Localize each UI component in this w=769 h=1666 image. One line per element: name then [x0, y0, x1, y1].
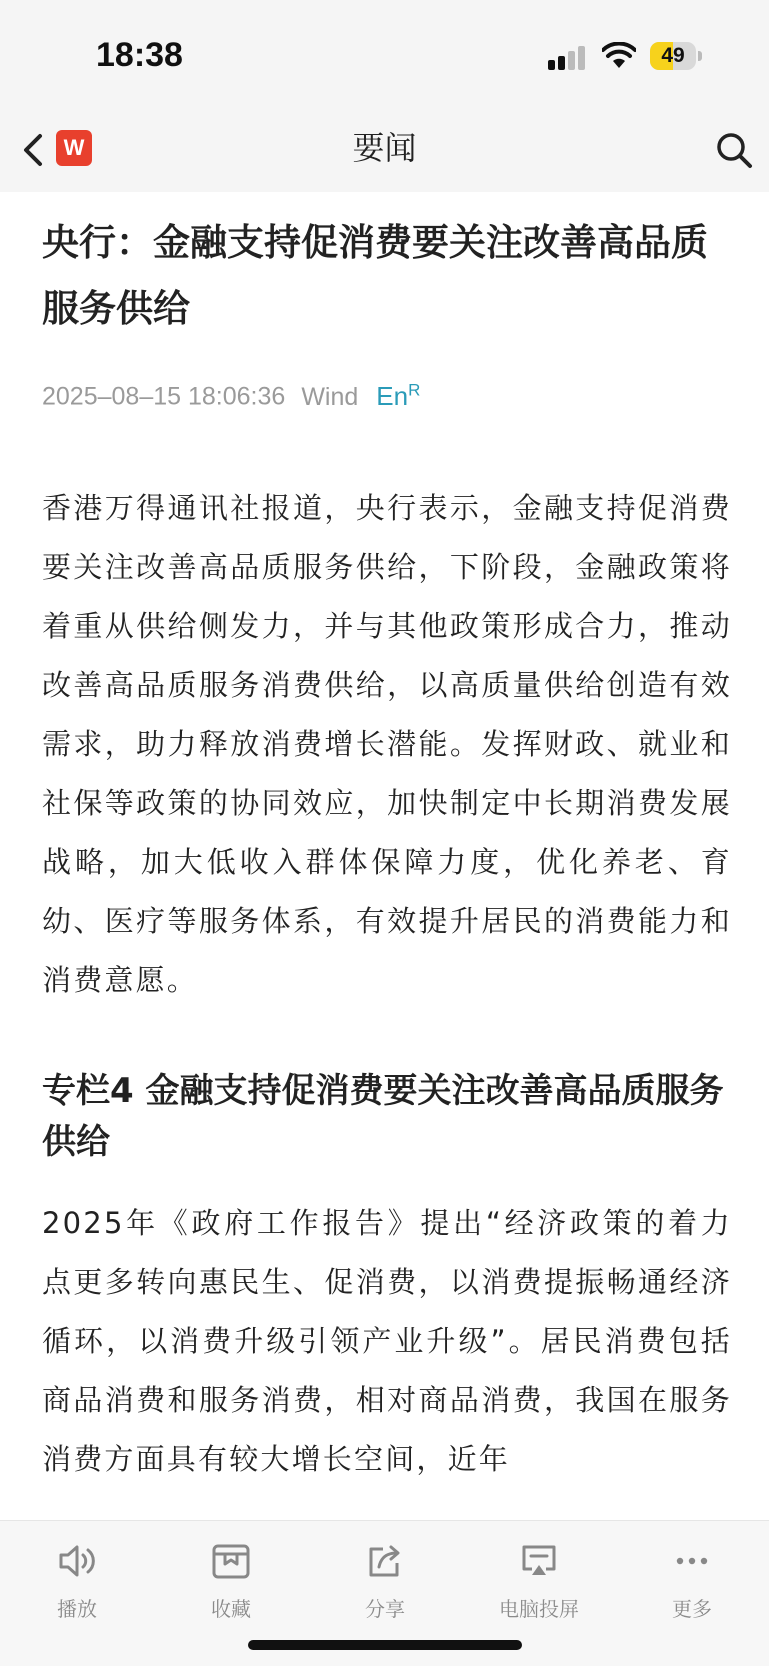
en-badge-text: En — [376, 380, 409, 411]
signal-icon — [548, 46, 588, 70]
search-icon[interactable] — [714, 130, 754, 170]
article-source: Wind — [301, 382, 359, 411]
favorite-button[interactable] — [171, 1539, 291, 1622]
play-button[interactable] — [17, 1539, 137, 1622]
more-label: 更多 — [672, 1597, 712, 1621]
battery-tip — [698, 51, 702, 61]
favorite-label: 收藏 — [211, 1597, 251, 1621]
article-meta — [42, 372, 732, 415]
article — [42, 210, 732, 1489]
english-version-link[interactable] — [376, 381, 420, 411]
share-label: 分享 — [365, 1597, 405, 1621]
share-button[interactable] — [325, 1539, 445, 1622]
wifi-icon — [602, 42, 636, 70]
nav-title: 要闻 — [352, 129, 417, 167]
section-heading: 专栏4 金融支持促消费要关注改善高品质服务供给 — [42, 1070, 724, 1162]
share-icon — [363, 1539, 407, 1583]
nav-bar — [0, 110, 769, 192]
article-timestamp: 2025–08–15 18:06:36 — [42, 382, 286, 411]
more-button[interactable] — [632, 1539, 752, 1622]
article-paragraph-2: 2025年《政府工作报告》提出“经济政策的着力点更多转向惠民生、促消费，以消费提振畅通经济循环，以消费升级引领产业升级”。居民消费包括商品消费和服务消费，相对商品消费，我国在服务消费方面具有较大增长空间，近年 — [42, 1205, 732, 1476]
play-label: 播放 — [57, 1597, 97, 1621]
battery-icon — [650, 42, 702, 70]
battery-level: 49 — [661, 44, 685, 67]
battery-body — [650, 42, 696, 70]
speaker-icon — [55, 1539, 99, 1583]
article-title: 央行：金融支持促消费要关注改善高品质服务供给 — [42, 221, 708, 330]
cast-label: 电脑投屏 — [499, 1597, 579, 1621]
status-time: 18:38 — [96, 36, 183, 74]
article-paragraph-1: 香港万得通讯社报道，央行表示，金融支持促消费要关注改善高品质服务供给，下阶段，金融政策将着重从供给侧发力，并与其他政策形成合力，推动改善高品质服务消费供给，以高质量供给创造有效需求，助力释放消费增长潜能。发挥财政、就业和社保等政策的协同效应，加快制定中长期消费发展战略，加大低收入群体保障力度，优化养老、育幼、医疗等服务体系，有效提升居民的消费能力和消费意愿。 — [42, 490, 732, 997]
more-dots-icon — [670, 1539, 714, 1583]
home-indicator — [248, 1640, 522, 1650]
cast-to-pc-button[interactable] — [479, 1539, 599, 1622]
screen-cast-icon — [517, 1539, 561, 1583]
en-badge-sup: R — [408, 380, 421, 399]
bookmark-box-icon — [209, 1539, 253, 1583]
app-logo-text: W — [63, 135, 85, 160]
status-bar — [0, 0, 769, 110]
